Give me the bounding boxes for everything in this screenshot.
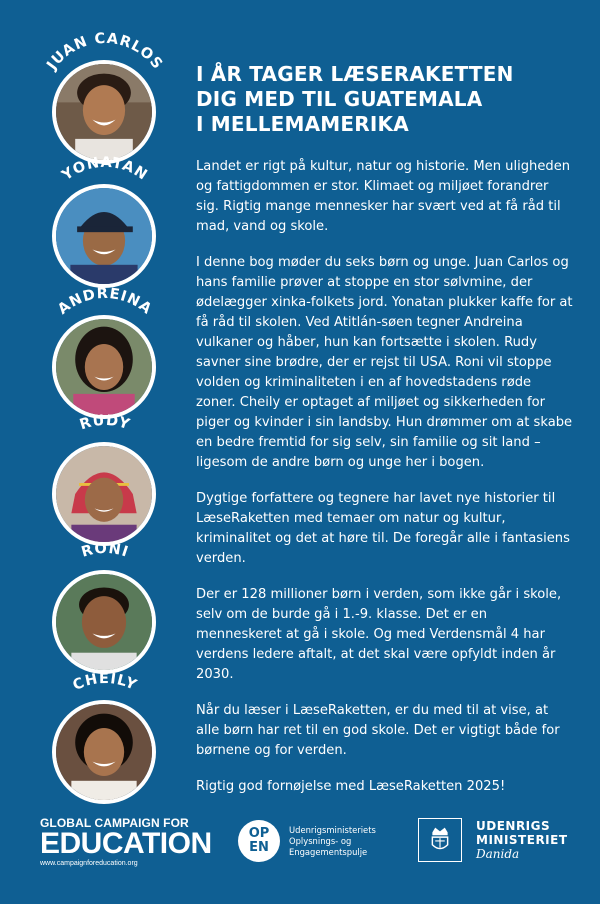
ministry-line1: UDENRIGS [476,818,551,833]
kid-photo [52,570,156,674]
body-paragraph: Når du læser i LæseRaketten, er du med til at vise, at alle børn har ret til en god skole. Det er vigtigt både for børnene og for verden. [196,703,560,758]
children-portraits [0,0,200,800]
open-text [289,825,376,858]
svg-text:YONATAN: YONATAN [59,154,151,184]
ministry-text [476,819,568,862]
page-title [196,62,574,137]
svg-text:ANDREINA: ANDREINA [55,285,155,318]
svg-text:RONI: RONI [79,540,131,561]
open-line1: Udenrigsministeriets [289,824,376,835]
kid-yonatan [30,154,180,290]
svg-text:JUAN CARLOS: JUAN CARLOS [44,30,166,73]
open-badge-icon [238,820,280,862]
footer-logos [0,800,600,904]
body-paragraph: Landet er rigt på kultur, natur og historie. Men uligheden og fattigdommen er stor. Klimaet og miljøet forandrer sig. Rigtig mange mennesker har svært ved at få råd til mad, vand og skole. [196,159,571,234]
gce-line1: GLOBAL CAMPAIGN FOR [40,816,189,830]
badge-bottom: EN [249,840,269,855]
kid-rudy [30,412,180,548]
kid-roni [30,540,180,676]
main-text [196,62,574,813]
body-paragraph: I denne bog møder du seks børn og unge. Juan Carlos og hans familie prøver at stoppe en stor sølvmine, der ødelægger xinka-folkets jord. Yonatan plukker kaffe for at få råd til skolen. Ved Atitlán-søen tegner Andreina vulkaner og håber, hun kan fortsætte i skolen. Rudy savner sine brødre, der er rejst til USA. Roni vil stoppe volden og kriminaliteten i en af hovedstadens røde zoner. Cheily er optaget af miljøet og sikkerheden for piger og kvinder i sin landsby. Hun drømmer om at skabe en bedre fremtid for sig selv, sin familie og sit land – ligesom de andre børn og unge her i bogen. [196,255,573,470]
body-paragraph: Dygtige forfattere og tegnere har lavet nye historier til LæseRaketten med temaer om natur og kultur, kriminalitet og det at høre til. De foregår alle i fantasiens verden. [196,491,570,566]
ministry-line2: MINISTERIET [476,832,568,847]
kid-photo [52,442,156,546]
ministry-logo [418,818,568,862]
body-paragraph: Rigtig god fornøjelse med LæseRaketten 2025! [196,779,506,794]
svg-text:CHEILY: CHEILY [70,670,140,695]
kid-photo [52,315,156,419]
ministry-line3: Danida [476,846,520,861]
body-paragraph: Der er 128 millioner børn i verden, som ikke går i skole, selv om de burde gå i 1.-9. klasse. Det er en menneskeret at gå i skole. Og med Verdensmål 4 har verdens ledere aftalt, at det skal være opfyldt inden år 2030. [196,587,562,682]
kid-photo [52,184,156,288]
kid-juan-carlos [30,30,180,166]
title-line: I MELLEMAMERIKA [196,112,409,136]
svg-text:RUDY: RUDY [77,412,133,434]
kid-andreina [30,285,180,421]
title-line: DIG MED TIL GUATEMALA [196,87,483,111]
open-logo [238,820,376,862]
gce-line2: EDUCATION [40,827,212,860]
badge-top: OP [248,826,270,841]
kid-photo [52,700,156,804]
kid-photo [52,60,156,164]
open-line2: Oplysnings- og [289,835,352,846]
gce-url: www.campaignforeducation.org [40,860,138,867]
kid-cheily [30,670,180,806]
crown-crest-icon [418,818,462,862]
gce-logo [40,816,212,867]
open-line3: Engagementspulje [289,846,368,857]
title-line: I ÅR TAGER LÆSERAKETTEN [196,62,514,86]
